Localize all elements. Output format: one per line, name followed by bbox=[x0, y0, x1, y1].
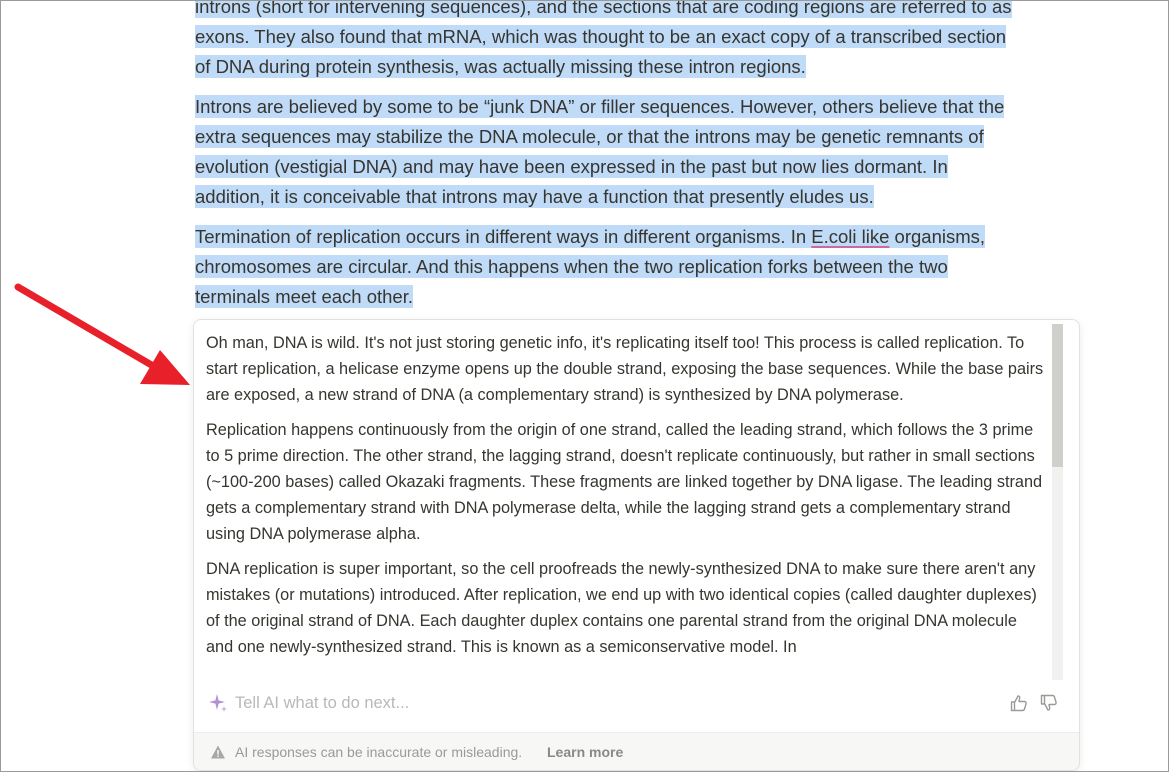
selected-line[interactable]: evolution (vestigial DNA) and may have been expressed in the past but now lies dormant. In bbox=[195, 156, 948, 177]
text-segment: organisms, bbox=[889, 226, 986, 247]
selected-line[interactable]: of DNA during protein synthesis, was actually missing these intron regions. bbox=[195, 56, 806, 77]
thumbs-up-icon[interactable] bbox=[1009, 693, 1029, 713]
ai-response-paragraph: Replication happens continuously from the origin of one strand, called the leading strand, which follows the 3 prime to 5 prime direction. The other strand, the lagging strand, doesn't replicate continuously, but rather in small sections (~100-200 bases) called Okazaki fragments. These fragments are linked together by DNA ligase. The leading strand gets a complementary strand with DNA polymerase delta, while the lagging strand gets a complementary strand using DNA polymerase alpha. bbox=[206, 421, 1043, 543]
selected-line[interactable]: Introns are believed by some to be “junk DNA” or filler sequences. However, others believe that the bbox=[195, 96, 1005, 117]
document-paragraph bbox=[195, 222, 1075, 312]
warning-icon bbox=[210, 744, 226, 760]
document-paragraph bbox=[195, 0, 1075, 82]
ai-disclaimer-text: AI responses can be inaccurate or misleading. bbox=[235, 744, 523, 760]
ai-response-text bbox=[194, 320, 1046, 660]
ai-response-paragraph: Oh man, DNA is wild. It's not just storing genetic info, it's replicating itself too! This process is called replication. To start replication, a helicase enzyme opens up the double strand, exposing the base sequences. While the base pairs are exposed, a new strand of DNA (a complementary strand) is synthesized by DNA polymerase. bbox=[206, 334, 1044, 404]
ai-response-panel bbox=[193, 319, 1080, 771]
learn-more-link[interactable]: Learn more bbox=[547, 744, 624, 760]
selected-line[interactable]: addition, it is conceivable that introns may have a function that presently eludes us. bbox=[195, 186, 874, 207]
selected-line[interactable]: terminals meet each other. bbox=[195, 286, 413, 307]
spellcheck-flagged-text[interactable]: E.coli like bbox=[811, 226, 890, 247]
ai-response-paragraph: DNA replication is super important, so the cell proofreads the newly-synthesized DNA to make sure there aren't any mistakes (or mutations) introduced. After replication, we end up with two identical copies (called daughter duplexes) of the original strand of DNA. Each daughter duplex contains one parental strand from the original DNA molecule and one newly-synthesized strand. This is known as a semiconservative model. In bbox=[206, 560, 1037, 656]
scrollbar-thumb[interactable] bbox=[1052, 324, 1063, 467]
selected-line[interactable]: extra sequences may stabilize the DNA molecule, or that the introns may be genetic remnants of bbox=[195, 126, 984, 147]
selected-line[interactable]: exons. They also found that mRNA, which was thought to be an exact copy of a transcribed section bbox=[195, 26, 1007, 47]
ai-disclaimer-footer bbox=[194, 732, 1079, 771]
text-segment: Termination of replication occurs in different ways in different organisms. In bbox=[195, 226, 812, 247]
selected-line[interactable]: chromosomes are circular. And this happens when the two replication forks between the two bbox=[195, 256, 948, 277]
thumbs-down-icon[interactable] bbox=[1039, 693, 1059, 713]
selected-line[interactable]: introns (short for intervening sequences), and the sections that are coding regions are referred to as bbox=[195, 0, 1012, 18]
red-arrow-annotation bbox=[0, 270, 200, 400]
ai-sparkle-icon bbox=[208, 693, 228, 713]
document-paragraph bbox=[195, 92, 1075, 212]
ai-response-scroll-area[interactable] bbox=[194, 320, 1056, 682]
ai-prompt-row bbox=[194, 684, 1079, 724]
selected-line[interactable] bbox=[195, 225, 985, 248]
ai-prompt-input[interactable] bbox=[235, 690, 955, 716]
